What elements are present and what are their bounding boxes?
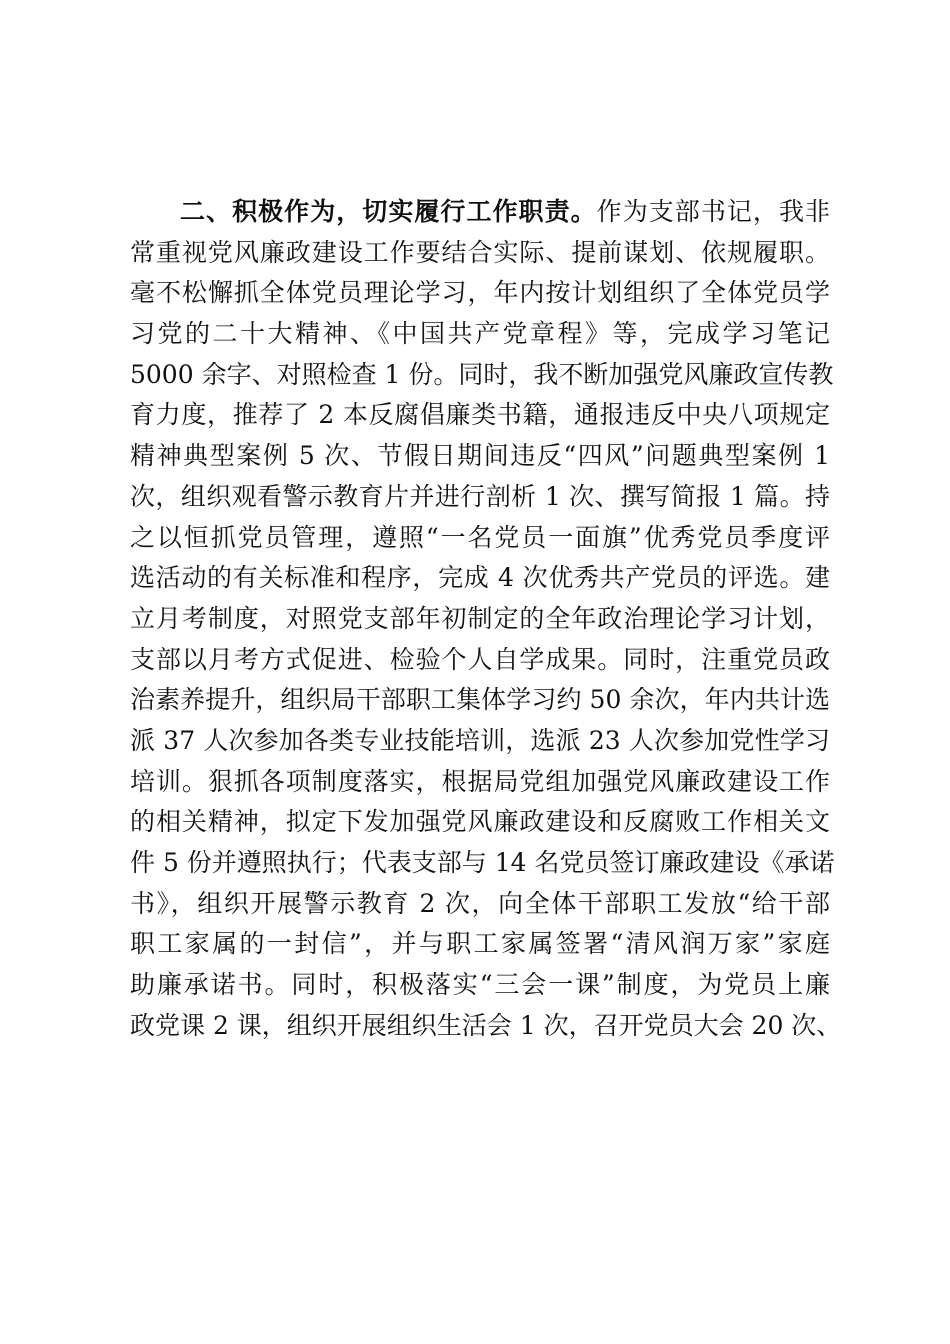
text-line: 选活动的有关标准和程序，完成 4 次优秀共产党员的评选。建 xyxy=(130,563,830,593)
text-line: 立月考制度，对照党支部年初制定的全年政治理论学习计划， xyxy=(130,603,830,633)
text-line: 支部以月考方式促进、检验个人自学成果。同时，注重党员政 xyxy=(130,644,830,674)
text-line: 之以恒抓党员管理，遵照“一名党员一面旗”优秀党员季度评 xyxy=(130,522,830,552)
text-line: 职工家属的一封信”，并与职工家属签署“清风润万家”家庭 xyxy=(130,929,830,959)
text-line: 毫不松懈抓全体党员理论学习，年内按计划组织了全体党员学 xyxy=(130,278,830,308)
text-line: 件 5 份并遵照执行；代表支部与 14 名党员签订廉政建设《承诺 xyxy=(130,848,835,877)
body-paragraph xyxy=(130,192,842,1046)
text-line: 书》，组织开展警示教育 2 次，向全体干部职工发放“给干部 xyxy=(130,888,830,918)
text-line: 育力度，推荐了 2 本反腐倡廉类书籍，通报违反中央八项规定 xyxy=(130,400,830,430)
text-line: 政党课 2 课，组织开展组织生活会 1 次，召开党员大会 20 次、 xyxy=(130,1010,842,1040)
text-line: 治素养提升，组织局干部职工集体学习约 50 余次，年内共计选 xyxy=(130,685,830,715)
section-heading: 二、积极作为，切实履行工作职责。 xyxy=(180,197,597,226)
paragraph-first-line xyxy=(130,192,830,233)
text-line: 次，组织观看警示教育片并进行剖析 1 次、撰写简报 1 篇。持 xyxy=(130,481,830,511)
text-line: 5000 余字、对照检查 1 份。同时，我不断加强党风廉政宣传教 xyxy=(130,359,834,389)
text-line: 派 37 人次参加各类专业技能培训，选派 23 人次参加党性学习 xyxy=(130,725,830,755)
text-line: 精神典型案例 5 次、节假日期间违反“四风”问题典型案例 1 xyxy=(130,441,830,471)
text-line: 习党的二十大精神、《中国共产党章程》等，完成学习笔记 xyxy=(130,319,830,349)
first-line-text: 作为支部书记，我非 xyxy=(596,197,830,226)
text-line: 常重视党风廉政建设工作要结合实际、提前谋划、依规履职。 xyxy=(130,237,830,267)
text-line: 助廉承诺书。同时，积极落实“三会一课”制度，为党员上廉 xyxy=(130,970,830,1000)
text-line: 培训。狠抓各项制度落实，根据局党组加强党风廉政建设工作 xyxy=(130,766,830,796)
text-line: 的相关精神，拟定下发加强党风廉政建设和反腐败工作相关文 xyxy=(130,807,830,837)
